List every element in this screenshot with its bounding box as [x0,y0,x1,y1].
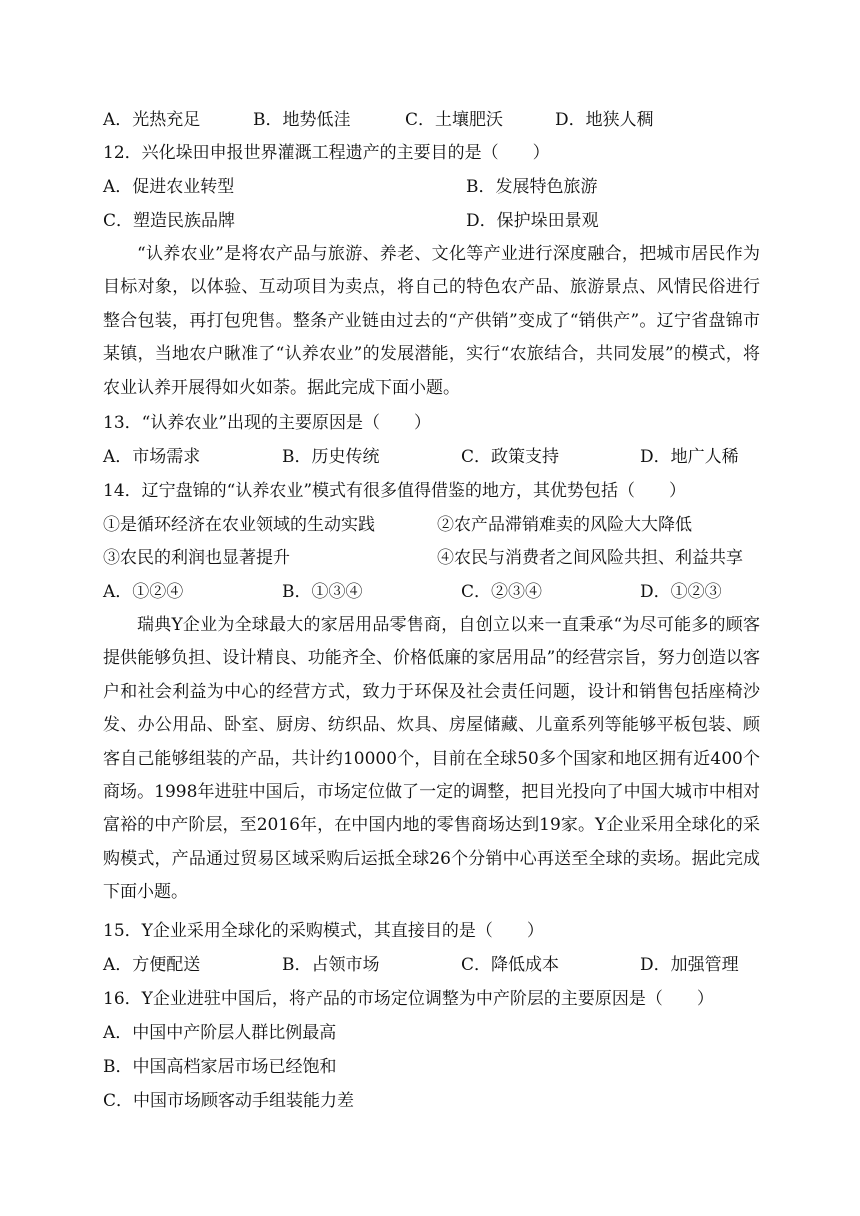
passage-renyang-agriculture: “认养农业”是将农产品与旅游、养老、文化等产业进行深度融合，把城市居民作为目标对象，以体验、互动项目为卖点，将自己的特色农产品、旅游景点、风情民俗进行整合包装，再打包兜售。整条产业链由过去的“产供销”变成了“销供产”。辽宁省盘锦市某镇，当地农户瞅准了“认养农业”的发展潜能，实行“农旅结合，共同发展”的模式，将农业认养开展得如火如荼。据此完成下面小题。 [103,244,760,398]
q16-option-b[interactable]: B．中国高档家居市场已经饱和 [103,1057,337,1077]
passage-y-enterprise: 瑞典Y企业为全球最大的家居用品零售商，自创立以来一直秉承“为尽可能多的顾客提供能够负担、设计精良、功能齐全、价格低廉的家居用品”的经营宗旨，努力创造以客户和社会利益为中心的经营方式，致力于环保及社会责任问题，设计和销售包括座椅沙发、办公用品、卧室、厨房、纺织品、炊具、房屋储藏、儿童系列等能够平板包装、顾客自己能够组装的产品，共计约10000个，目前在全球50多个国家和地区拥有近400个商场。1998年进驻中国后，市场定位做了一定的调整，把目光投向了中国大城市中相对富裕的中产阶层，至2016年，在中国内地的零售商场达到19家。Y企业采用全球化的采购模式，产品通过贸易区域采购后运抵全球26个分销中心再送至全球的卖场。据此完成下面小题。 [103,615,760,903]
q11-option-d[interactable]: D．地狭人稠 [555,110,654,130]
q15-option-d[interactable]: D．加强管理 [640,955,739,975]
q14-option-d[interactable]: D．①②③ [640,582,722,602]
q12-option-b[interactable]: B．发展特色旅游 [466,177,598,197]
q14-statement-3: ③农民的利润也显著提升 [103,548,290,568]
q12-options-row1 [103,177,763,197]
q14-statements-row1 [103,515,763,535]
q11-options [103,110,763,130]
q15-option-c[interactable]: C．降低成本 [461,955,560,975]
q14-option-a[interactable]: A．①②④ [103,582,184,602]
q12-option-a[interactable]: A．促进农业转型 [103,177,235,197]
q14-statement-2: ②农产品滞销难卖的风险大大降低 [437,515,692,535]
q12-stem: 12．兴化垛田申报世界灌溉工程遗产的主要目的是（ ） [103,143,550,163]
q13-options [103,447,763,467]
q12-options-row2 [103,211,763,231]
q13-option-c[interactable]: C．政策支持 [461,447,560,467]
q16-option-a[interactable]: A．中国中产阶层人群比例最高 [103,1023,337,1043]
q12-option-d[interactable]: D．保护垛田景观 [466,211,599,231]
q15-stem: 15．Y企业采用全球化的采购模式，其直接目的是（ ） [103,921,544,941]
q16-stem: 16．Y企业进驻中国后，将产品的市场定位调整为中产阶层的主要原因是（ ） [103,989,714,1009]
q13-option-b[interactable]: B．历史传统 [282,447,380,467]
q15-option-b[interactable]: B．占领市场 [282,955,380,975]
q11-option-a[interactable]: A．光热充足 [103,110,201,130]
q14-statements-row2 [103,548,763,568]
q14-option-c[interactable]: C．②③④ [461,582,543,602]
q13-option-a[interactable]: A．市场需求 [103,447,201,467]
q14-stem: 14．辽宁盘锦的“认养农业”模式有很多值得借鉴的地方，其优势包括（ ） [103,481,687,501]
q11-option-b[interactable]: B．地势低洼 [253,110,351,130]
q11-option-c[interactable]: C．土壤肥沃 [405,110,504,130]
q15-option-a[interactable]: A．方便配送 [103,955,201,975]
q14-statement-1: ①是循环经济在农业领域的生动实践 [103,515,375,535]
q15-options [103,955,763,975]
q12-option-c[interactable]: C．塑造民族品牌 [103,211,236,231]
q14-statement-4: ④农民与消费者之间风险共担、利益共享 [437,548,743,568]
q14-options [103,582,763,602]
q16-option-c[interactable]: C．中国市场顾客动手组装能力差 [103,1091,355,1111]
q14-option-b[interactable]: B．①③④ [282,582,363,602]
q13-stem: 13．“认养农业”出现的主要原因是（ ） [103,413,432,433]
q13-option-d[interactable]: D．地广人稀 [640,447,739,467]
